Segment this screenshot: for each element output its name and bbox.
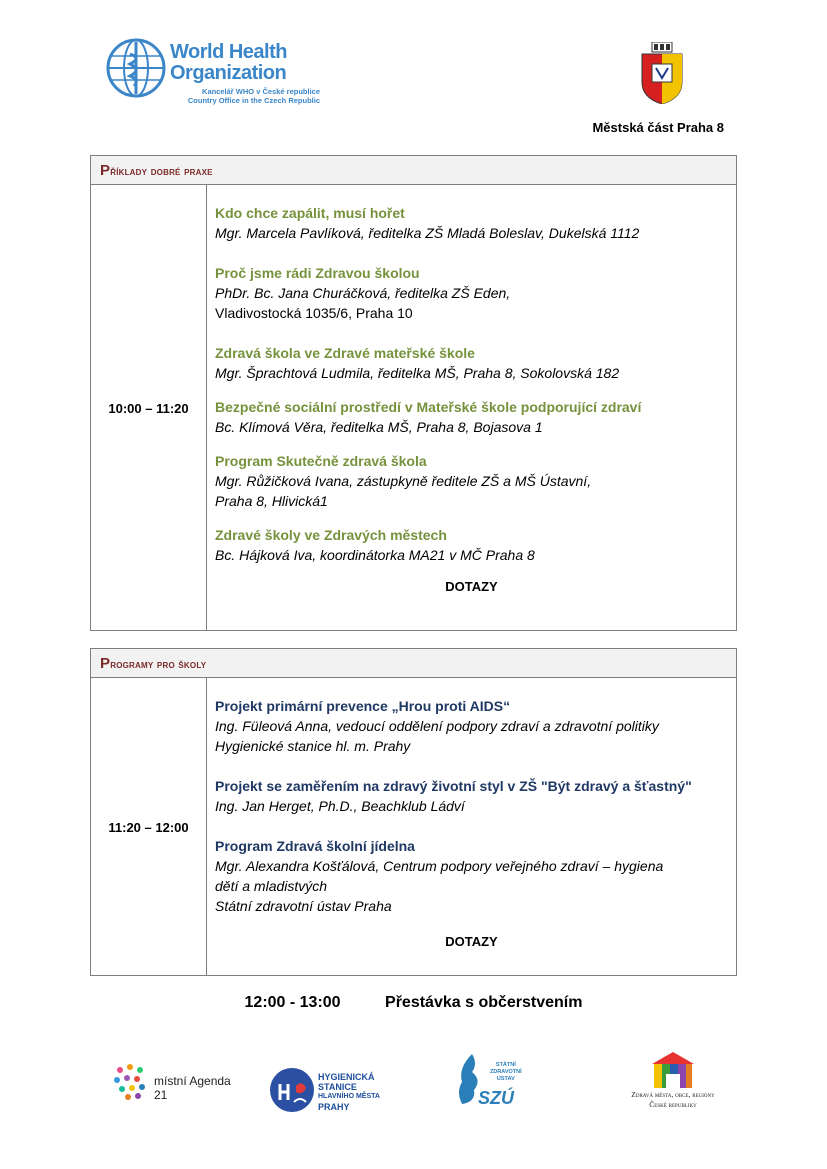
section-title: Programy pro školy (100, 654, 207, 672)
program-speaker-cont: dětí a mladistvých (215, 878, 328, 894)
who-sub-line1: Kancelář WHO v České republice (202, 87, 320, 96)
good-practice-section (90, 155, 737, 631)
school-programs-section (90, 648, 737, 976)
cities-line1: Zdravá města, obce, regiony (631, 1090, 715, 1099)
healthy-cities-logo (618, 1050, 728, 1116)
program-title: Program Skutečně zdravá škola (215, 453, 427, 469)
program-title: Proč jsme rádi Zdravou školou (215, 265, 420, 281)
who-name-line1: World Health (170, 41, 287, 63)
program-item (215, 836, 728, 916)
program-item (215, 343, 728, 383)
who-logo (104, 36, 320, 106)
questions-label: DOTAZY (445, 934, 498, 949)
program-item (215, 203, 728, 243)
agenda21-dots-icon (112, 1062, 152, 1102)
program-title: Program Zdravá školní jídelna (215, 838, 415, 854)
who-sub-line2: Country Office in the Czech Republic (187, 96, 320, 105)
program-title: Bezpečné sociální prostředí v Mateřské škole podporující zdraví (215, 399, 642, 415)
hygiene-station-logo (268, 1062, 398, 1118)
program-item (215, 525, 728, 565)
hyg-line4: PRAHY (318, 1102, 350, 1112)
program-title: Zdravé školy ve Zdravých městech (215, 527, 447, 543)
program-item (215, 696, 728, 756)
program-title: Projekt se zaměřením na zdravý životní styl v ZŠ "Být zdravý a šťastný" (215, 778, 692, 794)
program-title: Projekt primární prevence „Hrou proti AIDS“ (215, 698, 511, 714)
section-header (91, 156, 736, 185)
program-item (215, 397, 728, 437)
section-header (91, 649, 736, 678)
program-org: Státní zdravotní ústav Praha (215, 898, 392, 914)
program-speaker: PhDr. Bc. Jana Churáčková, ředitelka ZŠ Eden, (215, 285, 511, 301)
program-list (207, 678, 736, 976)
program-item (215, 451, 728, 511)
cities-line2: České republiky (649, 1100, 697, 1109)
program-address: Praha 8, Hlivická1 (215, 493, 328, 509)
municipality-label: Městská část Praha 8 (592, 120, 724, 135)
program-speaker: Bc. Klímová Věra, ředitelka MŠ, Praha 8, Bojasova 1 (215, 419, 543, 435)
hyg-line1: HYGIENICKÁ (318, 1072, 375, 1082)
praha8-crest-icon (638, 42, 686, 104)
program-speaker: Mgr. Šprachtová Ludmila, ředitelka MŠ, Praha 8, Sokolovská 182 (215, 365, 620, 381)
program-item (215, 776, 728, 816)
program-speaker: Mgr. Alexandra Košťálová, Centrum podpory veřejného zdraví – hygiena (215, 858, 664, 874)
szu-logo (452, 1052, 532, 1118)
who-name-line2: Organization (170, 62, 287, 84)
program-title: Zdravá škola ve Zdravé mateřské škole (215, 345, 475, 361)
hyg-line3: HLAVNÍHO MĚSTA (318, 1093, 380, 1100)
program-list (207, 185, 736, 631)
healthy-cities-house-icon (650, 1050, 696, 1090)
time-cell: 11:20 – 12:00 (91, 678, 207, 976)
szu-text: SZÚ (478, 1088, 514, 1108)
break-row (0, 994, 827, 1012)
program-title: Kdo chce zapálit, musí hořet (215, 205, 405, 221)
szu-small-text: STÁTNÍ ZDRAVOTNÍ ÚSTAV (490, 1062, 522, 1082)
questions-label: DOTAZY (445, 579, 498, 594)
program-speaker: Ing. Füleová Anna, vedoucí oddělení podpory zdraví a zdravotní politiky (215, 718, 659, 734)
hyg-line2: STANICE (318, 1082, 357, 1092)
program-item (215, 263, 728, 323)
break-label: Přestávka s občerstvením (385, 994, 583, 1011)
agenda21-text: místní Agenda 21 (154, 1074, 231, 1102)
break-time: 12:00 - 13:00 (244, 994, 341, 1011)
program-org: Hygienické stanice hl. m. Prahy (215, 738, 411, 754)
section-title: Příklady dobré praxe (100, 161, 213, 179)
time-cell: 10:00 – 11:20 (91, 185, 207, 631)
hygiene-station-icon (268, 1066, 316, 1114)
agenda21-logo (112, 1062, 242, 1102)
program-speaker: Mgr. Marcela Pavlíková, ředitelka ZŠ Mladá Boleslav, Dukelská 1112 (215, 225, 640, 241)
program-speaker: Bc. Hájková Iva, koordinátorka MA21 v MČ Praha 8 (215, 547, 535, 563)
program-address: Vladivostocká 1035/6, Praha 10 (215, 305, 413, 321)
who-emblem-icon (104, 36, 168, 100)
program-speaker: Mgr. Růžičková Ivana, zástupkyně ředitele ZŠ a MŠ Ústavní, (215, 473, 592, 489)
program-speaker: Ing. Jan Herget, Ph.D., Beachklub Ládví (215, 798, 465, 814)
